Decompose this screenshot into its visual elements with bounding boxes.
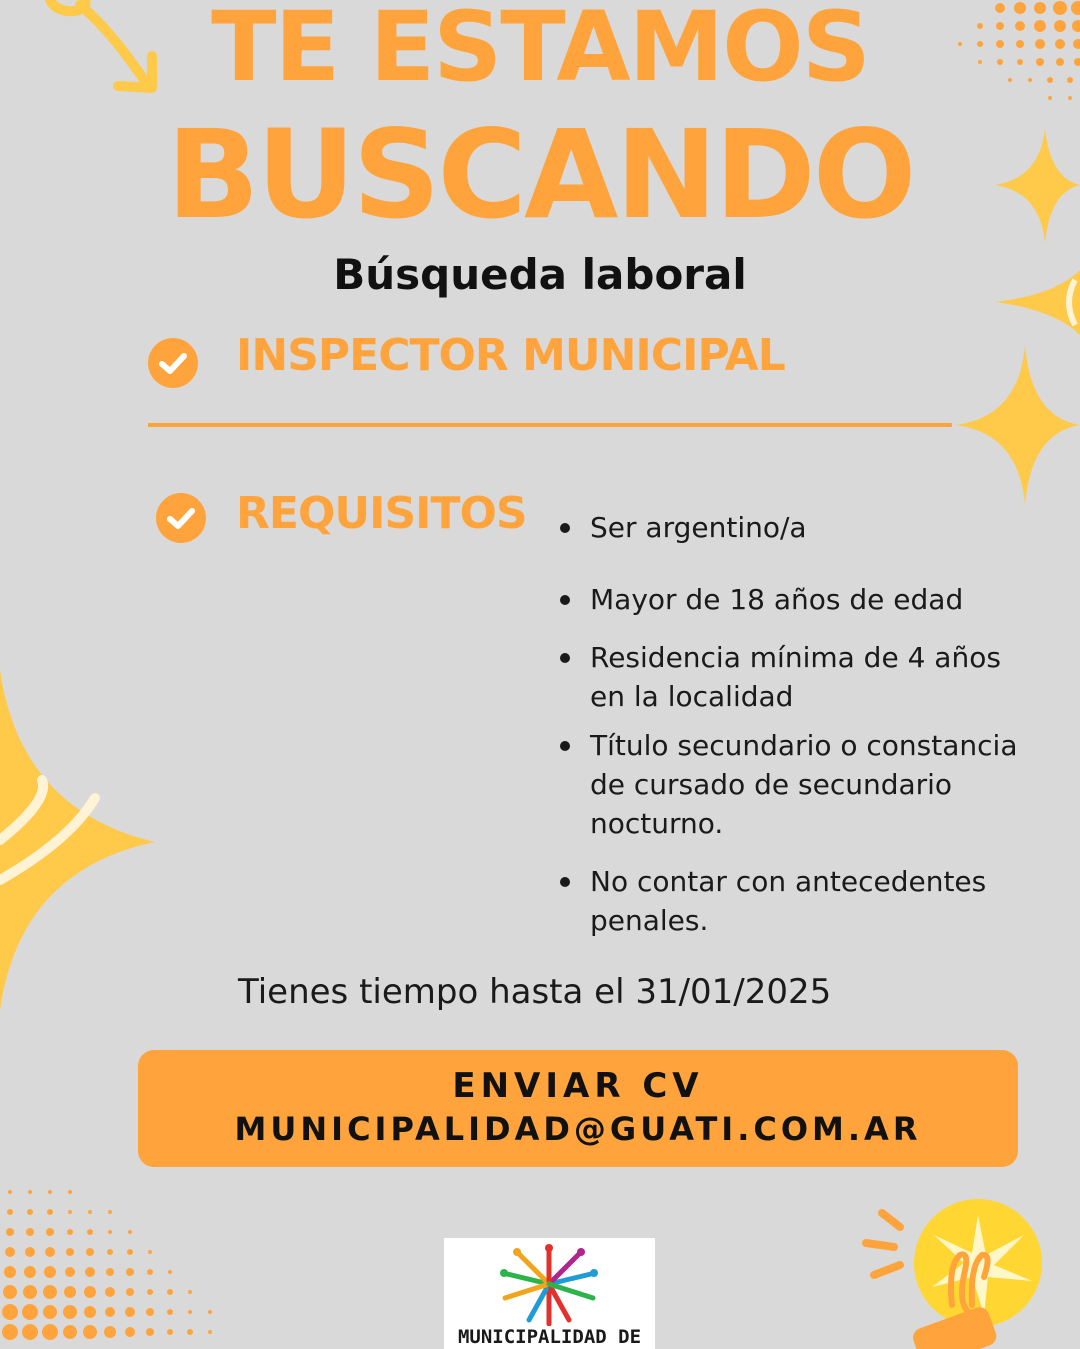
check-circle-icon — [156, 493, 206, 543]
sparkle-star-icon — [955, 345, 1080, 505]
halftone-dots-decoration — [0, 1180, 230, 1349]
send-cv-banner[interactable] — [138, 1050, 1018, 1167]
contact-email-link[interactable]: MUNICIPALIDAD@GUATI.COM.AR — [234, 1110, 922, 1148]
subtitle: Búsqueda laboral — [333, 250, 747, 299]
list-item — [560, 508, 1060, 547]
check-circle-icon — [148, 338, 198, 388]
deadline-text: Tienes tiempo hasta el 31/01/2025 — [238, 972, 832, 1012]
cta-label: ENVIAR CV — [452, 1066, 704, 1106]
requirement-text: No contar con antecedentes penales. — [590, 865, 987, 937]
requirements-title: REQUISITOS — [236, 488, 527, 539]
list-item — [560, 862, 1030, 940]
headline-line-1: TE ESTAMOS — [211, 0, 869, 103]
bullet-icon — [560, 877, 570, 887]
people-logo-icon — [499, 1244, 599, 1326]
divider — [148, 423, 952, 427]
position-title: INSPECTOR MUNICIPAL — [236, 330, 785, 381]
list-item — [560, 726, 1060, 843]
requirement-text: Mayor de 18 años de edad — [590, 583, 964, 616]
requirement-text: Título secundario o constancia de cursado de secundario nocturno. — [590, 729, 1018, 840]
logo-text: MUNICIPALIDAD DE — [457, 1326, 642, 1348]
bullet-icon — [560, 523, 570, 533]
requirement-text: Residencia mínima de 4 años en la localidad — [590, 641, 1001, 713]
requirements-list — [560, 508, 1060, 940]
bullet-icon — [560, 741, 570, 751]
requirement-text: Ser argentino/a — [590, 511, 807, 544]
list-item — [560, 638, 1030, 716]
sparkle-star-icon — [0, 670, 160, 1010]
bullet-icon — [560, 595, 570, 605]
light-bulb-icon — [860, 1195, 1060, 1349]
list-item — [560, 580, 1060, 619]
headline-line-2: BUSCANDO — [166, 104, 914, 246]
bullet-icon — [560, 653, 570, 663]
municipality-logo — [444, 1238, 655, 1349]
